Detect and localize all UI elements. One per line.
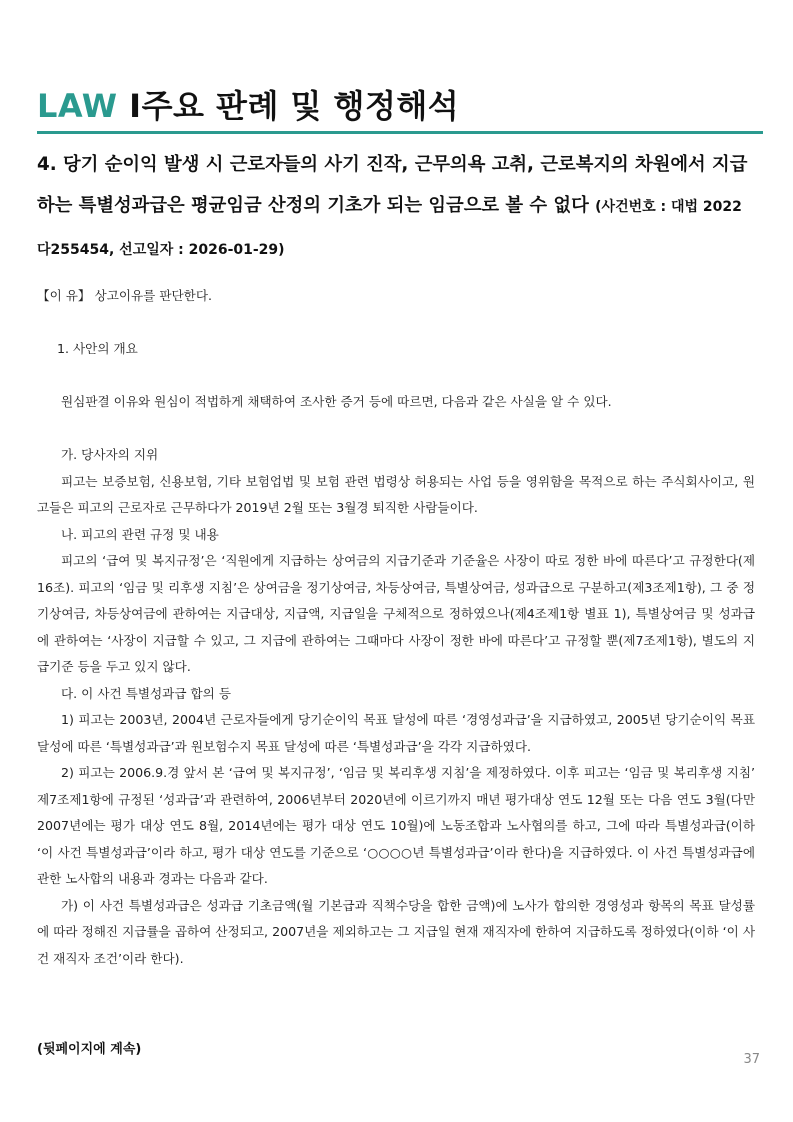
subheading-da: 다. 이 사건 특별성과급 합의 등: [61, 685, 232, 701]
page-number: 37: [743, 1052, 760, 1067]
header-rule: [37, 131, 763, 134]
paragraph: 피고는 보증보험, 신용보험, 기타 보험업법 및 보험 관련 법령상 허용되는 사업 등을 영위함을 목적으로 하는 주식회사이고, 원고들은 피고의 근로자로 근무하다가 2019년 2월 또는 3월경 퇴직한 사람들이다.: [37, 473, 755, 515]
subheading-na: 나. 피고의 관련 규정 및 내용: [61, 526, 219, 542]
case-meta: (사건번호 : 대법 2022다255454, 선고일자 : 2026-01-29): [37, 199, 742, 258]
case-headline: 4. 당기 순이익 발생 시 근로자들의 사기 진작, 근무의욕 고취, 근로복지의 차원에서 지급하는 특별성과급은 평균임금 산정의 기초가 되는 임금으로 볼 수 없다: [37, 154, 748, 216]
paragraph: 원심판결 이유와 원심이 적법하게 채택하여 조사한 증거 등에 따르면, 다음과 같은 사실을 알 수 있다.: [61, 394, 612, 409]
reason-line: 【이 유】 상고이유를 판단한다.: [37, 288, 213, 303]
paragraph: 피고의 ‘급여 및 복지규정’은 ‘직원에게 지급하는 상여금의 지급기준과 기준율은 사장이 따로 정한 바에 따른다’고 규정한다(제16조). 피고의 ‘임금 및 리후생 지침’은 상여금을 정기상여금, 차등상여금, 특별상여금, 성과급으로 구분하고(제3조제1항), 그 중 정기상여금, 차등상여금에 관하여는 지급대상, 지급액, 지급일을 구체적으로 정하였으나(제4조제1항 별표 1), 특별상여금 및 성과급에 관하여는 ‘사장이 지급할 수 있고, 그 지급에 관하여는 그때마다 사장이 정한 바에 따른다’고 규정할 뿐(제7조제1항), 별도의 지급기준 등을 두고 있지 않다.: [37, 553, 755, 674]
section-heading-1: 1. 사안의 개요: [57, 341, 138, 356]
section-title: [37, 86, 765, 126]
paragraph: 가) 이 사건 특별성과급은 성과급 기초금액(월 기본급과 직책수당을 합한 금액)에 노사가 합의한 경영성과 항목의 목표 달성률에 따라 정해진 지급률을 곱하여 산정되고, 2007년을 제외하고는 그 지급일 현재 재직자에 한하여 지급하도록 정하였다(이하 ‘이 사건 재직자 조건’이라 한다).: [37, 897, 755, 966]
page-header: [37, 86, 765, 126]
paragraph: 1) 피고는 2003년, 2004년 근로자들에게 당기순이익 목표 달성에 따른 ‘경영성과급’을 지급하였고, 2005년 당기순이익 목표 달성에 따른 ‘특별성과급’과 원보험수지 목표 달성에 따른 ‘특별성과급’을 각각 지급하였다.: [37, 712, 755, 754]
law-label: LAW: [37, 87, 118, 125]
case-title: [37, 144, 753, 271]
continued-note: (뒷페이지에 계속): [37, 1042, 142, 1057]
section-heading: Ⅰ주요 판례 및 행정해석: [129, 87, 460, 125]
subheading-ga: 가. 당사자의 지위: [61, 447, 159, 462]
paragraph: 2) 피고는 2006.9.경 앞서 본 ‘급여 및 복지규정’, ‘임금 및 복리후생 지침’을 제정하였다. 이후 피고는 ‘임금 및 복리후생 지침’ 제7조제1항에 규정된 ‘성과급’과 관련하여, 2006년부터 2020년에 이르기까지 매년 평가대상 연도 12월 또는 다음 연도 3월(다만 2007년에는 평가 대상 연도 8월, 2014년에는 평가 대상 연도 10월)에 노동조합과 노사협의를 하고, 그에 따라 특별성과급(이하 ‘이 사건 특별성과급’이라 하고, 평가 대상 연도를 기준으로 ‘○○○○년 특별성과급’이라 한다)을 지급하였다. 이 사건 특별성과급에 관한 노사합의 내용과 경과는 다음과 같다.: [37, 765, 755, 886]
judgment-body: [37, 283, 755, 972]
